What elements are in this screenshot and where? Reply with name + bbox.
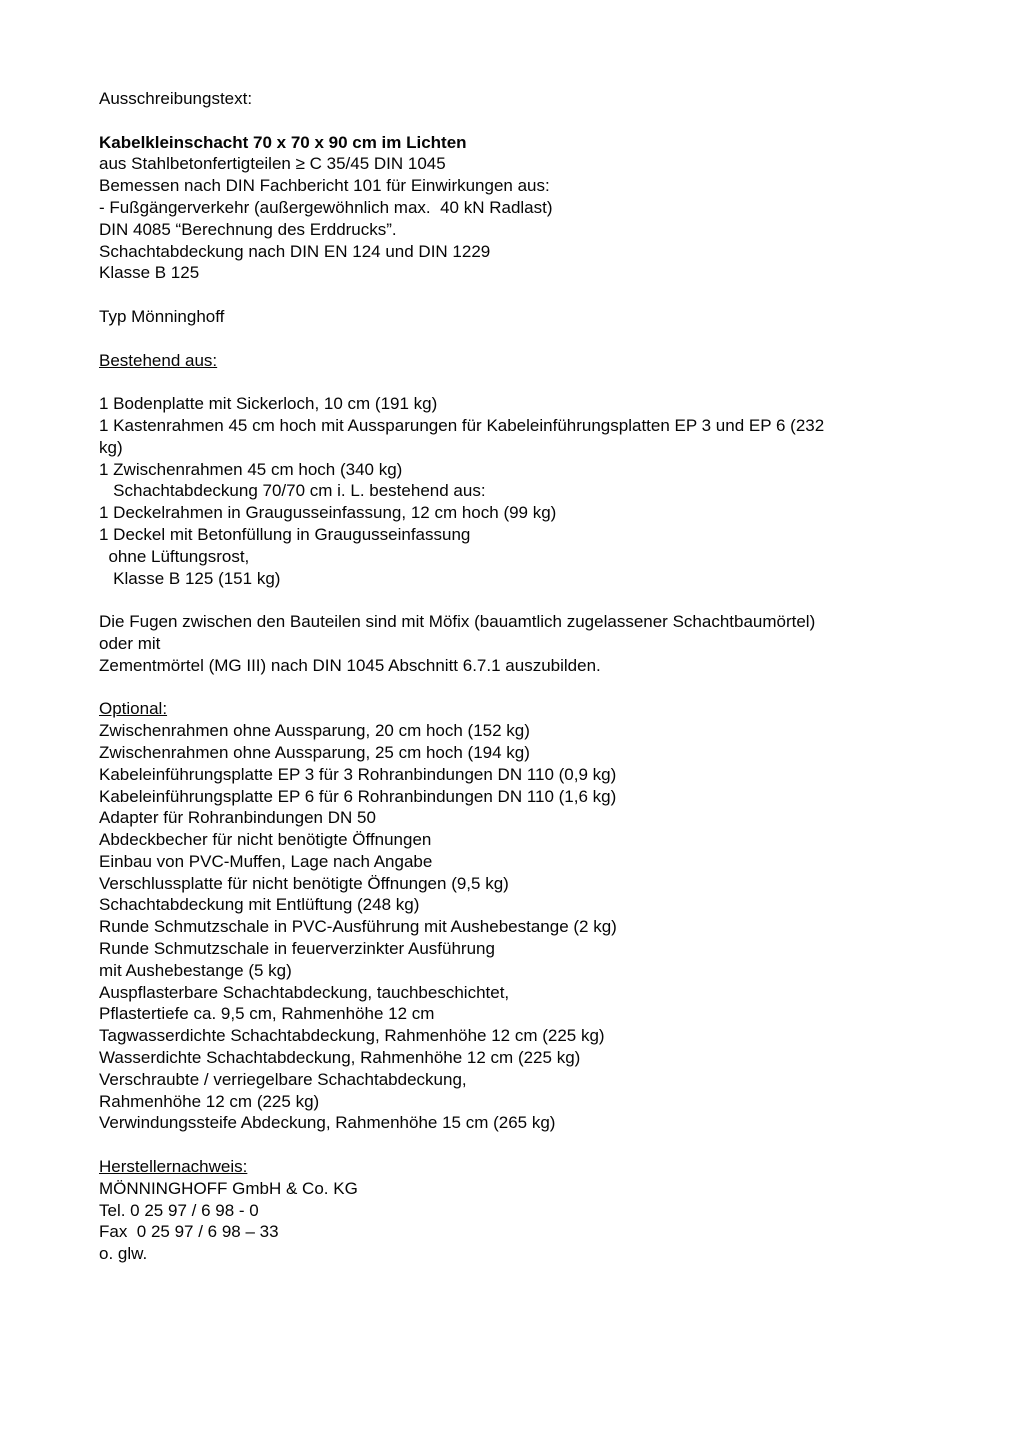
text-line: 1 Deckelrahmen in Graugusseinfassung, 12 cm hoch (99 kg) bbox=[99, 503, 557, 523]
text-line: - Fußgängerverkehr (außergewöhnlich max. 40 kN Radlast) bbox=[99, 197, 553, 217]
text-line: Bemessen nach DIN Fachbericht 101 für Einwirkungen aus: bbox=[99, 176, 550, 196]
text-line: Einbau von PVC-Muffen, Lage nach Angabe bbox=[99, 851, 433, 871]
components-heading-paragraph bbox=[99, 350, 979, 372]
text-line: Schachtabdeckung nach DIN EN 124 und DIN 1229 bbox=[99, 241, 491, 261]
text-line: Runde Schmutzschale in feuerverzinkter Ausführung bbox=[99, 939, 495, 959]
product-title: Kabelkleinschacht 70 x 70 x 90 cm im Lichten bbox=[99, 132, 467, 152]
text-line: Kabeleinführungsplatte EP 6 für 6 Rohranbindungen DN 110 (1,6 kg) bbox=[99, 786, 617, 806]
text-line: Verschraubte / verriegelbare Schachtabdeckung, bbox=[99, 1069, 467, 1089]
text-line: Verschlussplatte für nicht benötigte Öffnungen (9,5 kg) bbox=[99, 873, 509, 893]
components-list bbox=[99, 393, 979, 589]
text-line: Pflastertiefe ca. 9,5 cm, Rahmenhöhe 12 cm bbox=[99, 1004, 435, 1024]
text-line: Tel. 0 25 97 / 6 98 - 0 bbox=[99, 1200, 259, 1220]
text-line: Zwischenrahmen ohne Aussparung, 20 cm hoch (152 kg) bbox=[99, 721, 530, 741]
product-spec-paragraph bbox=[99, 132, 979, 285]
text-line: Auspflasterbare Schachtabdeckung, tauchbeschichtet, bbox=[99, 982, 510, 1002]
text-line: Verwindungssteife Abdeckung, Rahmenhöhe 15 cm (265 kg) bbox=[99, 1113, 556, 1133]
components-heading: Bestehend aus: bbox=[99, 350, 218, 370]
text-line: 1 Kastenrahmen 45 cm hoch mit Aussparungen für Kabeleinführungsplatten EP 3 und EP 6 (232 bbox=[99, 415, 825, 435]
optional-heading: Optional: bbox=[99, 699, 168, 719]
text-line: Adapter für Rohranbindungen DN 50 bbox=[99, 808, 376, 828]
text-line: Zementmörtel (MG III) nach DIN 1045 Abschnitt 6.7.1 auszubilden. bbox=[99, 655, 601, 675]
text-line: Tagwasserdichte Schachtabdeckung, Rahmenhöhe 12 cm (225 kg) bbox=[99, 1026, 605, 1046]
text-line: Klasse B 125 (151 kg) bbox=[99, 568, 281, 588]
text-line: Runde Schmutzschale in PVC-Ausführung mit Aushebestange (2 kg) bbox=[99, 917, 617, 937]
intro-line: Ausschreibungstext: bbox=[99, 89, 253, 108]
optional-list bbox=[99, 720, 979, 1134]
text-line: Rahmenhöhe 12 cm (225 kg) bbox=[99, 1091, 320, 1111]
manufacturer-lines bbox=[99, 1178, 979, 1265]
text-line: 1 Zwischenrahmen 45 cm hoch (340 kg) bbox=[99, 459, 403, 479]
text-line: ohne Lüftungsrost, bbox=[99, 546, 250, 566]
type-paragraph bbox=[99, 306, 979, 328]
text-line: Wasserdichte Schachtabdeckung, Rahmenhöhe 12 cm (225 kg) bbox=[99, 1048, 581, 1068]
text-line: Schachtabdeckung 70/70 cm i. L. bestehend aus: bbox=[99, 481, 486, 501]
manufacturer-heading: Herstellernachweis: bbox=[99, 1157, 248, 1177]
text-line: Schachtabdeckung mit Entlüftung (248 kg) bbox=[99, 895, 420, 915]
intro-paragraph bbox=[99, 88, 979, 110]
text-line: oder mit bbox=[99, 633, 161, 653]
text-line: Kabeleinführungsplatte EP 3 für 3 Rohranbindungen DN 110 (0,9 kg) bbox=[99, 764, 617, 784]
optional-section bbox=[99, 698, 979, 1134]
product-spec-lines bbox=[99, 153, 979, 284]
text-line: 1 Deckel mit Betonfüllung in Graugusseinfassung bbox=[99, 524, 471, 544]
text-line: aus Stahlbetonfertigteilen ≥ C 35/45 DIN 1045 bbox=[99, 154, 446, 174]
text-line: Klasse B 125 bbox=[99, 263, 200, 283]
text-line: MÖNNINGHOFF GmbH & Co. KG bbox=[99, 1178, 358, 1198]
text-line: DIN 4085 “Berechnung des Erddrucks”. bbox=[99, 219, 397, 239]
text-line: kg) bbox=[99, 437, 123, 457]
joints-paragraph bbox=[99, 611, 979, 676]
text-line: Abdeckbecher für nicht benötigte Öffnungen bbox=[99, 830, 432, 850]
manufacturer-section bbox=[99, 1156, 979, 1265]
text-line: Die Fugen zwischen den Bauteilen sind mit Möfix (bauamtlich zugelassener Schachtbaumörtel) bbox=[99, 612, 816, 632]
text-line: Zwischenrahmen ohne Aussparung, 25 cm hoch (194 kg) bbox=[99, 742, 530, 762]
type-line: Typ Mönninghoff bbox=[99, 306, 225, 326]
text-line: Fax 0 25 97 / 6 98 – 33 bbox=[99, 1222, 279, 1242]
text-line: o. glw. bbox=[99, 1244, 148, 1264]
document-content bbox=[99, 88, 979, 1287]
text-line: mit Aushebestange (5 kg) bbox=[99, 960, 292, 980]
text-line: 1 Bodenplatte mit Sickerloch, 10 cm (191 kg) bbox=[99, 394, 438, 414]
